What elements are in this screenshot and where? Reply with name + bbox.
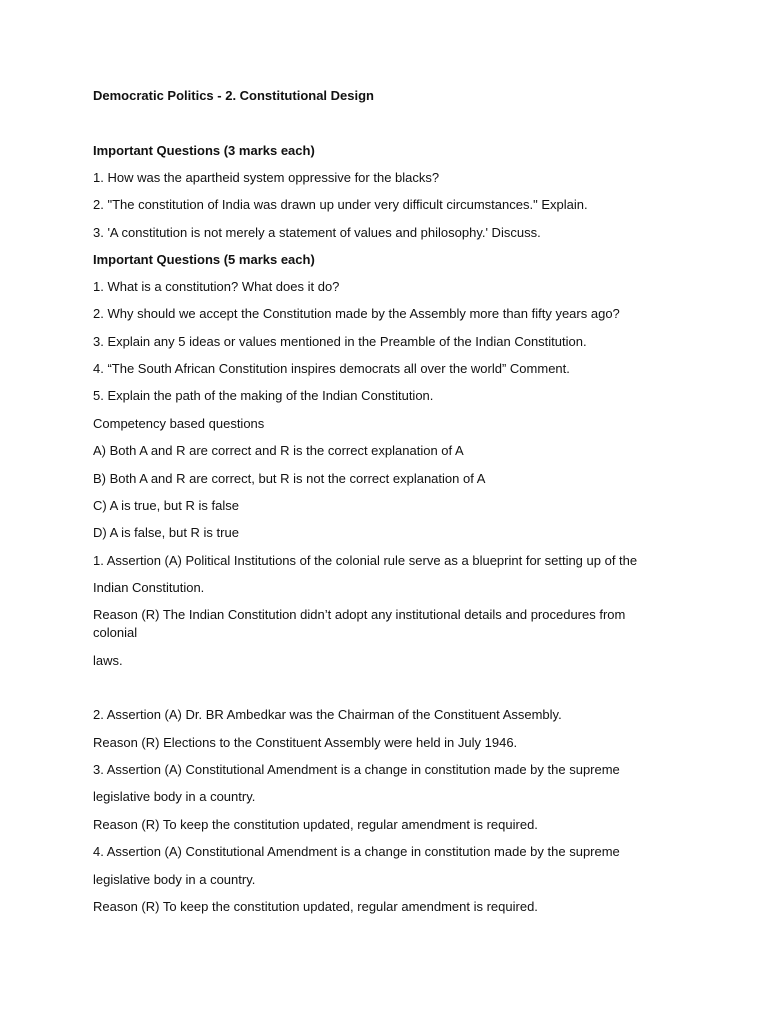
assertion-2-line-1: 2. Assertion (A) Dr. BR Ambedkar was the Chairman of the Constituent Assembly. bbox=[93, 707, 562, 722]
assertion-4-line-1: 4. Assertion (A) Constitutional Amendment is a change in constitution made by the supreme bbox=[93, 844, 620, 859]
assertion-3-line-2: legislative body in a country. bbox=[93, 789, 256, 804]
reason-4-line-1: Reason (R) To keep the constitution updated, regular amendment is required. bbox=[93, 899, 538, 914]
question-5m-5: 5. Explain the path of the making of the Indian Constitution. bbox=[93, 388, 434, 403]
question-5m-3: 3. Explain any 5 ideas or values mentioned in the Preamble of the Indian Constitution. bbox=[93, 334, 587, 349]
competency-option-b: B) Both A and R are correct, but R is not the correct explanation of A bbox=[93, 471, 486, 486]
assertion-1-line-2: Indian Constitution. bbox=[93, 580, 205, 595]
reason-3-line-1: Reason (R) To keep the constitution updated, regular amendment is required. bbox=[93, 817, 538, 832]
competency-option-a: A) Both A and R are correct and R is the correct explanation of A bbox=[93, 443, 464, 458]
assertion-4-line-2: legislative body in a country. bbox=[93, 872, 256, 887]
question-3m-1: 1. How was the apartheid system oppressive for the blacks? bbox=[93, 170, 440, 185]
question-3m-2: 2. "The constitution of India was drawn up under very difficult circumstances." Explain. bbox=[93, 197, 588, 212]
section-heading-5-marks: Important Questions (5 marks each) bbox=[93, 252, 315, 267]
reason-2-line-1: Reason (R) Elections to the Constituent Assembly were held in July 1946. bbox=[93, 735, 518, 750]
question-5m-1: 1. What is a constitution? What does it do? bbox=[93, 279, 340, 294]
question-5m-4: 4. “The South African Constitution inspires democrats all over the world” Comment. bbox=[93, 361, 570, 376]
reason-1-line-2: laws. bbox=[93, 653, 123, 668]
reason-1-line-2-placeholder: colonial bbox=[93, 625, 138, 640]
section-heading-3-marks: Important Questions (3 marks each) bbox=[93, 143, 315, 158]
reason-1-line-1: Reason (R) The Indian Constitution didn’t adopt any institutional details and procedures from bbox=[93, 607, 626, 622]
competency-heading: Competency based questions bbox=[93, 416, 265, 431]
question-3m-3: 3. 'A constitution is not merely a statement of values and philosophy.' Discuss. bbox=[93, 225, 541, 240]
assertion-1-line-1: 1. Assertion (A) Political Institutions of the colonial rule serve as a blueprint for setting up of the bbox=[93, 553, 638, 568]
competency-option-d: D) A is false, but R is true bbox=[93, 525, 239, 540]
competency-option-c: C) A is true, but R is false bbox=[93, 498, 239, 513]
question-5m-2: 2. Why should we accept the Constitution made by the Assembly more than fifty years ago? bbox=[93, 306, 620, 321]
document-title: Democratic Politics - 2. Constitutional Design bbox=[93, 88, 374, 103]
assertion-3-line-1: 3. Assertion (A) Constitutional Amendment is a change in constitution made by the supreme bbox=[93, 762, 620, 777]
